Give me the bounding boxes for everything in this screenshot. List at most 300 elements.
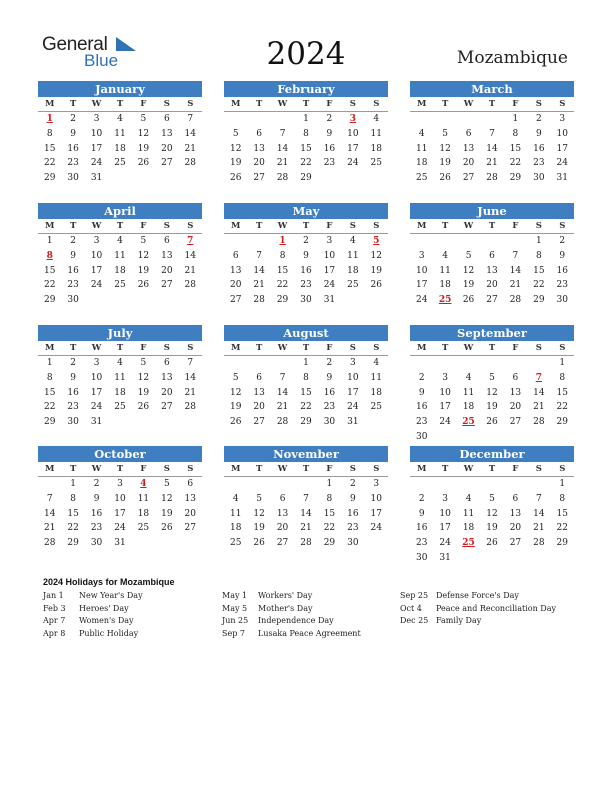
day-cell: 29 <box>43 173 56 184</box>
weekday-label: T <box>488 464 496 474</box>
weekday-label: T <box>255 221 263 231</box>
day-cell: 25 <box>347 280 359 291</box>
logo-text-blue: Blue <box>84 51 119 70</box>
day-cell: 9 <box>93 493 100 504</box>
day-cell: 10 <box>370 493 382 504</box>
weekday-label: T <box>441 99 449 109</box>
empty-day-cell <box>504 356 527 371</box>
holiday-name: Peace and Reconciliation Day <box>436 603 556 613</box>
holiday-day-cell: 25 <box>462 538 475 549</box>
day-cell: 2 <box>535 114 542 124</box>
weekday-label: W <box>277 221 288 231</box>
day-cell: 19 <box>253 523 265 534</box>
day-cell: 21 <box>300 523 312 534</box>
day-cell: 17 <box>439 402 451 413</box>
day-cell: 21 <box>533 402 545 413</box>
day-cell: 7 <box>187 358 194 368</box>
day-grid <box>410 112 574 186</box>
day-cell: 25 <box>229 538 242 549</box>
day-cell: 3 <box>93 236 100 246</box>
day-cell: 29 <box>300 173 312 184</box>
weekday-header-row <box>224 97 388 112</box>
empty-day-cell <box>410 112 433 127</box>
day-cell: 8 <box>303 128 309 139</box>
day-cell: 2 <box>418 372 425 383</box>
day-cell: 4 <box>117 236 123 246</box>
day-cell: 16 <box>415 523 428 534</box>
weekday-label: M <box>231 343 241 353</box>
day-cell: 14 <box>300 508 312 519</box>
empty-day-cell <box>480 356 503 371</box>
holiday-column <box>43 591 143 641</box>
weekday-label: F <box>326 221 333 231</box>
day-cell: 30 <box>90 538 103 549</box>
holidays-title: 2024 Holidays for Mozambique <box>43 577 175 587</box>
weekday-label: S <box>163 99 170 109</box>
day-cell: 4 <box>117 358 123 368</box>
empty-day-cell <box>410 234 433 249</box>
weekday-label: M <box>417 221 427 231</box>
day-cell: 28 <box>486 173 498 184</box>
day-cell: 16 <box>556 265 568 276</box>
empty-day-cell <box>247 234 270 249</box>
day-cell: 24 <box>347 158 359 169</box>
day-cell: 27 <box>161 158 173 169</box>
day-cell: 29 <box>276 295 289 306</box>
day-cell: 4 <box>117 114 123 124</box>
day-cell: 18 <box>114 143 126 154</box>
page-title-year: 2024 <box>266 36 346 72</box>
day-cell: 8 <box>559 493 566 504</box>
day-cell: 28 <box>43 538 56 549</box>
day-cell: 22 <box>533 280 545 291</box>
day-cell: 6 <box>256 372 262 383</box>
day-cell: 5 <box>140 236 147 246</box>
day-cell: 5 <box>489 493 495 504</box>
day-cell: 13 <box>229 265 242 276</box>
day-cell: 7 <box>279 128 286 139</box>
weekday-label: T <box>116 99 124 109</box>
weekday-label: T <box>302 221 310 231</box>
day-cell: 30 <box>67 417 79 428</box>
day-cell: 5 <box>140 358 147 368</box>
day-cell: 24 <box>90 280 103 291</box>
weekday-label: M <box>45 464 55 474</box>
weekday-label: S <box>535 343 542 353</box>
weekday-label: T <box>69 343 77 353</box>
day-cell: 22 <box>556 402 568 413</box>
day-cell: 6 <box>279 493 286 504</box>
day-cell: 15 <box>300 387 312 398</box>
holiday-name: Independence Day <box>258 616 334 625</box>
weekday-label: T <box>116 343 124 353</box>
day-cell: 9 <box>70 372 76 383</box>
day-cell: 3 <box>373 479 380 489</box>
weekday-label: W <box>463 343 474 353</box>
day-cell: 4 <box>418 128 425 139</box>
day-cell: 25 <box>415 173 428 184</box>
day-cell: 28 <box>533 538 545 549</box>
day-cell: 26 <box>137 280 150 291</box>
day-cell: 7 <box>256 250 262 261</box>
weekday-label: S <box>163 221 170 231</box>
weekday-label: S <box>559 464 566 474</box>
day-cell: 5 <box>442 128 448 139</box>
day-cell: 27 <box>253 173 265 184</box>
day-cell: 18 <box>370 387 382 398</box>
weekday-label: S <box>535 99 542 109</box>
day-cell: 16 <box>415 402 428 413</box>
empty-day-cell <box>247 356 270 371</box>
day-grid <box>410 477 574 566</box>
day-cell: 16 <box>323 387 336 398</box>
day-cell: 6 <box>163 358 170 368</box>
month-december <box>410 446 574 566</box>
day-cell: 12 <box>137 128 150 139</box>
weekday-label: W <box>91 221 102 231</box>
month-header: May <box>224 203 388 219</box>
weekday-header-row <box>224 219 388 234</box>
day-cell: 29 <box>43 295 56 306</box>
day-cell: 2 <box>70 236 76 246</box>
weekday-label: F <box>512 343 519 353</box>
month-header: June <box>410 203 574 219</box>
day-cell: 6 <box>512 493 519 504</box>
day-cell: 29 <box>67 538 79 549</box>
day-cell: 22 <box>67 523 79 534</box>
weekday-label: W <box>463 221 474 231</box>
day-cell: 26 <box>439 173 451 184</box>
empty-day-cell <box>247 477 270 492</box>
day-cell: 30 <box>67 173 79 184</box>
day-cell: 28 <box>184 402 196 413</box>
day-cell: 16 <box>67 387 79 398</box>
holiday-day-cell: 1 <box>279 236 286 246</box>
empty-day-cell <box>271 356 294 371</box>
weekday-label: F <box>140 99 147 109</box>
day-cell: 17 <box>347 387 359 398</box>
day-cell: 8 <box>279 250 286 261</box>
day-cell: 24 <box>439 538 451 549</box>
day-cell: 6 <box>163 236 170 246</box>
weekday-label: F <box>512 221 519 231</box>
empty-day-cell <box>480 112 503 127</box>
month-header: March <box>410 81 574 97</box>
day-cell: 30 <box>347 538 359 549</box>
day-cell: 13 <box>509 508 522 519</box>
day-cell: 10 <box>415 265 428 276</box>
day-cell: 9 <box>70 128 76 139</box>
day-cell: 20 <box>509 402 522 413</box>
empty-day-cell <box>247 112 270 127</box>
day-cell: 17 <box>323 265 336 276</box>
day-cell: 25 <box>114 158 126 169</box>
holiday-day-cell: 25 <box>462 417 475 428</box>
day-cell: 21 <box>184 265 196 276</box>
day-cell: 5 <box>232 372 239 383</box>
weekday-label: S <box>349 221 356 231</box>
empty-day-cell <box>480 477 503 492</box>
day-cell: 26 <box>229 173 242 184</box>
day-cell: 7 <box>187 114 194 124</box>
day-cell: 23 <box>556 280 568 291</box>
day-cell: 10 <box>90 372 103 383</box>
empty-day-cell <box>410 356 433 371</box>
weekday-label: T <box>69 221 77 231</box>
weekday-label: S <box>559 343 566 353</box>
day-cell: 26 <box>229 417 242 428</box>
day-cell: 26 <box>370 280 382 291</box>
day-cell: 25 <box>114 402 126 413</box>
day-cell: 21 <box>253 280 265 291</box>
day-cell: 26 <box>253 538 265 549</box>
day-cell: 2 <box>559 236 566 246</box>
day-cell: 22 <box>556 523 568 534</box>
day-cell: 20 <box>253 402 265 413</box>
holiday-column <box>222 591 361 641</box>
month-august <box>224 325 388 430</box>
day-cell: 12 <box>486 387 498 398</box>
day-cell: 28 <box>300 538 312 549</box>
day-cell: 10 <box>90 250 103 261</box>
day-cell: 12 <box>370 250 382 261</box>
day-cell: 24 <box>556 158 568 169</box>
day-cell: 29 <box>323 538 336 549</box>
day-cell: 12 <box>137 250 150 261</box>
day-cell: 31 <box>347 417 359 428</box>
holiday-name: Workers' Day <box>258 591 313 600</box>
day-cell: 27 <box>276 538 289 549</box>
day-cell: 27 <box>229 295 242 306</box>
holiday-day-cell: 8 <box>46 250 53 261</box>
day-cell: 12 <box>229 387 242 398</box>
day-cell: 29 <box>300 417 312 428</box>
day-cell: 15 <box>43 143 56 154</box>
day-cell: 11 <box>439 265 451 276</box>
empty-day-cell <box>480 234 503 249</box>
day-cell: 23 <box>300 280 312 291</box>
day-cell: 30 <box>323 417 336 428</box>
day-cell: 14 <box>486 143 498 154</box>
day-cell: 17 <box>90 387 103 398</box>
day-cell: 31 <box>323 295 336 306</box>
weekday-label: M <box>417 343 427 353</box>
day-cell: 29 <box>556 417 568 428</box>
day-cell: 14 <box>509 265 522 276</box>
weekday-label: F <box>512 464 519 474</box>
weekday-label: T <box>255 464 263 474</box>
weekday-label: T <box>116 464 124 474</box>
day-cell: 5 <box>256 493 262 504</box>
holiday-column <box>400 591 556 629</box>
holiday-date: Sep 25 <box>400 591 429 600</box>
empty-day-cell <box>294 477 317 492</box>
day-cell: 11 <box>114 128 126 139</box>
day-cell: 6 <box>163 114 170 124</box>
day-cell: 11 <box>347 250 359 261</box>
day-cell: 7 <box>489 128 495 139</box>
day-cell: 21 <box>43 523 56 534</box>
weekday-label: S <box>535 221 542 231</box>
day-cell: 25 <box>114 280 126 291</box>
weekday-label: T <box>488 343 496 353</box>
weekday-label: S <box>373 464 380 474</box>
day-cell: 28 <box>533 417 545 428</box>
day-cell: 18 <box>114 387 126 398</box>
day-grid <box>38 356 202 430</box>
day-cell: 18 <box>114 265 126 276</box>
day-grid <box>410 234 574 308</box>
day-cell: 22 <box>43 280 56 291</box>
day-cell: 15 <box>276 265 289 276</box>
day-cell: 18 <box>415 158 428 169</box>
day-cell: 10 <box>347 372 359 383</box>
day-cell: 11 <box>229 508 242 519</box>
day-cell: 30 <box>415 552 428 563</box>
weekday-label: W <box>277 343 288 353</box>
weekday-label: T <box>69 99 77 109</box>
holiday-row <box>43 604 143 617</box>
day-cell: 29 <box>556 538 568 549</box>
day-cell: 3 <box>559 114 566 124</box>
day-cell: 27 <box>462 173 475 184</box>
day-cell: 4 <box>349 236 356 246</box>
day-cell: 22 <box>276 280 289 291</box>
weekday-header-row <box>410 462 574 477</box>
day-cell: 3 <box>93 114 100 124</box>
day-cell: 14 <box>253 265 265 276</box>
day-cell: 1 <box>303 358 309 368</box>
weekday-label: W <box>277 99 288 109</box>
day-cell: 27 <box>509 417 522 428</box>
month-header: October <box>38 446 202 462</box>
day-cell: 10 <box>439 508 451 519</box>
day-cell: 17 <box>114 508 126 519</box>
weekday-header-row <box>410 97 574 112</box>
empty-day-cell <box>457 356 480 371</box>
holiday-day-cell: 3 <box>349 114 356 124</box>
day-cell: 22 <box>509 158 522 169</box>
holiday-name: Women's Day <box>79 616 134 625</box>
weekday-label: M <box>231 221 241 231</box>
day-cell: 10 <box>347 128 359 139</box>
weekday-label: T <box>441 464 449 474</box>
day-cell: 5 <box>232 128 239 139</box>
holiday-date: Dec 25 <box>400 616 429 625</box>
day-cell: 16 <box>90 508 103 519</box>
empty-day-cell <box>504 477 527 492</box>
weekday-label: W <box>91 464 102 474</box>
weekday-label: M <box>231 464 241 474</box>
weekday-label: S <box>187 221 194 231</box>
weekday-label: M <box>417 99 427 109</box>
day-grid <box>224 356 388 430</box>
weekday-label: T <box>302 343 310 353</box>
holiday-row <box>222 604 361 617</box>
day-cell: 30 <box>556 295 568 306</box>
holiday-row <box>222 629 361 642</box>
day-cell: 6 <box>187 479 194 489</box>
weekday-label: S <box>559 99 566 109</box>
day-cell: 4 <box>442 250 448 261</box>
day-cell: 1 <box>70 479 76 489</box>
day-cell: 22 <box>323 523 336 534</box>
month-october <box>38 446 202 551</box>
empty-day-cell <box>271 112 294 127</box>
country-name: Mozambique <box>456 48 568 68</box>
day-cell: 19 <box>229 158 242 169</box>
day-cell: 20 <box>509 523 522 534</box>
day-cell: 2 <box>418 493 425 504</box>
day-cell: 26 <box>486 417 498 428</box>
day-cell: 27 <box>486 295 498 306</box>
day-cell: 9 <box>349 493 356 504</box>
empty-day-cell <box>504 234 527 249</box>
day-cell: 1 <box>559 479 566 489</box>
holiday-date: Apr 7 <box>43 616 66 625</box>
weekday-label: F <box>326 464 333 474</box>
month-header: April <box>38 203 202 219</box>
day-cell: 20 <box>486 280 498 291</box>
day-cell: 27 <box>184 523 196 534</box>
day-cell: 25 <box>370 158 382 169</box>
day-cell: 17 <box>347 143 359 154</box>
day-cell: 24 <box>347 402 359 413</box>
day-cell: 7 <box>303 493 309 504</box>
holiday-day-cell: 25 <box>438 295 452 306</box>
day-cell: 8 <box>326 493 333 504</box>
day-cell: 8 <box>46 128 53 139</box>
logo-text-general: General <box>42 34 108 55</box>
weekday-label: S <box>187 99 194 109</box>
day-cell: 6 <box>512 372 519 383</box>
month-header: December <box>410 446 574 462</box>
day-cell: 20 <box>161 387 173 398</box>
weekday-label: M <box>231 99 241 109</box>
day-cell: 19 <box>370 265 382 276</box>
day-cell: 28 <box>276 173 289 184</box>
month-header: August <box>224 325 388 341</box>
empty-day-cell <box>224 356 247 371</box>
day-cell: 6 <box>256 128 262 139</box>
day-cell: 26 <box>161 523 173 534</box>
day-cell: 24 <box>415 295 428 306</box>
day-cell: 9 <box>70 250 76 261</box>
holiday-day-cell: 1 <box>46 114 53 124</box>
day-cell: 31 <box>90 173 103 184</box>
day-cell: 18 <box>229 523 242 534</box>
day-grid <box>224 477 388 551</box>
day-cell: 24 <box>90 158 103 169</box>
day-cell: 19 <box>486 523 498 534</box>
weekday-header-row <box>38 219 202 234</box>
day-cell: 8 <box>535 250 542 261</box>
day-cell: 17 <box>370 508 382 519</box>
day-cell: 18 <box>347 265 359 276</box>
day-cell: 21 <box>276 402 289 413</box>
day-cell: 9 <box>303 250 309 261</box>
day-cell: 15 <box>533 265 545 276</box>
day-cell: 12 <box>439 143 451 154</box>
day-cell: 14 <box>533 508 545 519</box>
weekday-label: M <box>417 464 427 474</box>
day-cell: 1 <box>46 358 53 368</box>
day-cell: 20 <box>184 508 196 519</box>
weekday-label: F <box>140 221 147 231</box>
day-cell: 9 <box>559 250 566 261</box>
empty-day-cell <box>433 477 456 492</box>
day-cell: 9 <box>326 128 333 139</box>
